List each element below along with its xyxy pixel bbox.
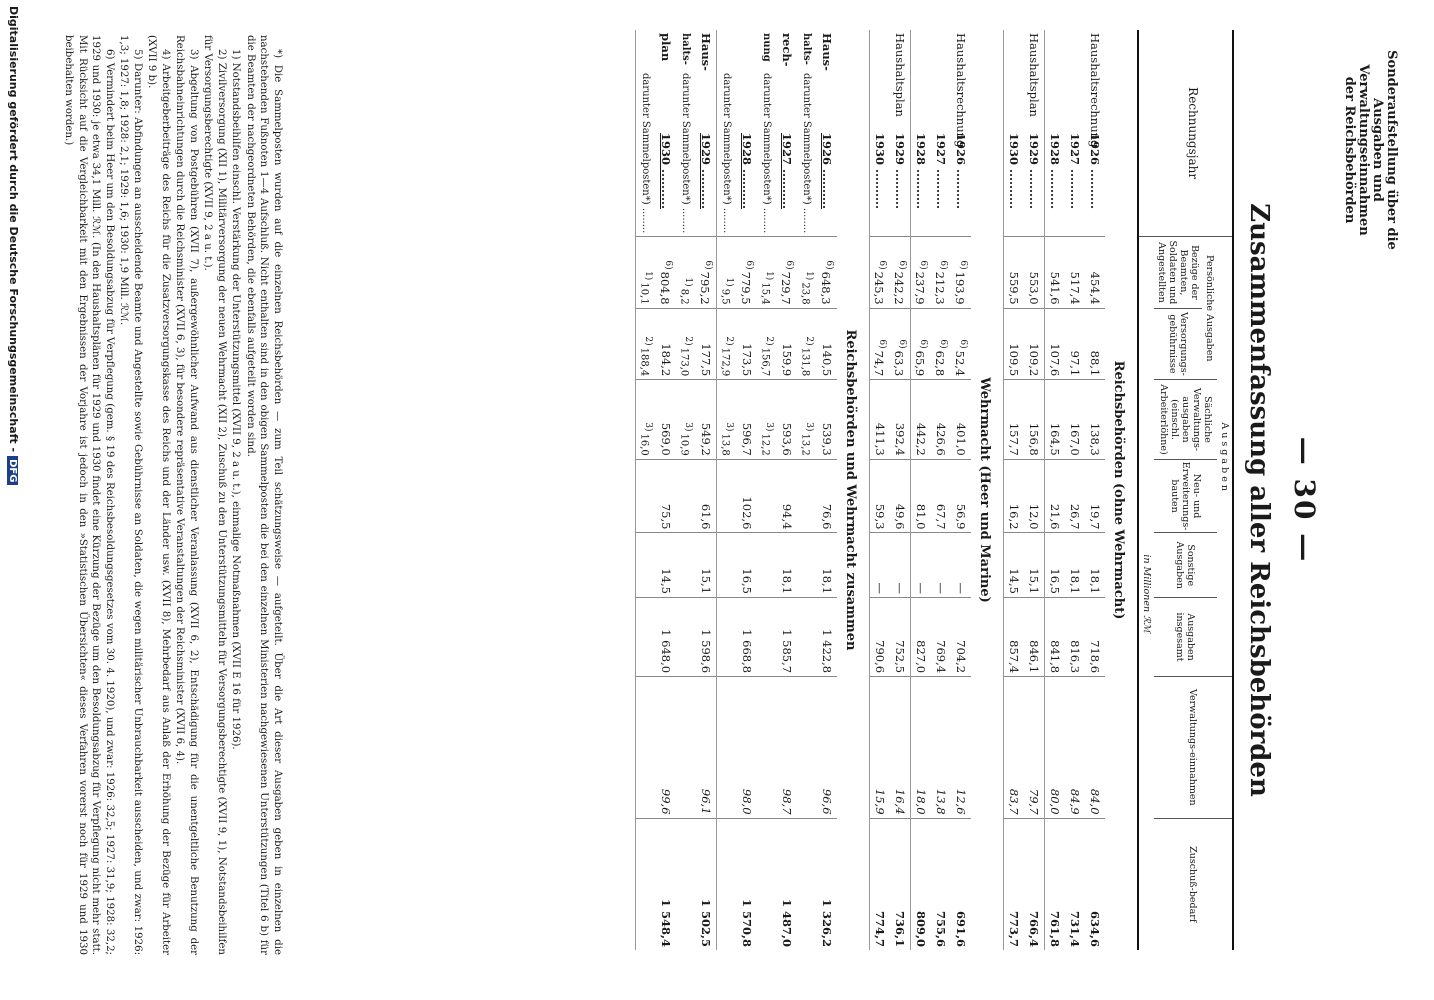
cell-versorgung: 2)173,0: [676, 308, 696, 380]
cell-insgesamt: [757, 598, 777, 677]
cell-insgesamt: [717, 598, 738, 677]
digitization-credit: Digitalisierung gefördert durch die Deutsche Forschungsgemeinschaft -DFG: [7, 0, 20, 1000]
footnote-marker: 1): [804, 271, 815, 281]
cell-bezuege: $^{6)}$804,8: [656, 237, 676, 308]
footnote-marker: 6): [784, 260, 795, 270]
col-header-zuschussbedarf: Zuschuß-bedarf: [1154, 818, 1233, 950]
cell-sonstige: 18,1: [817, 533, 837, 598]
cell-bauten: 49,6: [890, 459, 911, 533]
cell-versorgung: $^{6)}$65,9: [911, 308, 932, 380]
cell-zuschuss: 773,7: [1004, 818, 1025, 950]
cell-insgesamt: 1 648,0: [656, 598, 676, 677]
row-label: 1928 ..........: [911, 30, 932, 237]
table-row: [1045, 30, 1066, 950]
table-row: [1065, 30, 1085, 950]
cell-insgesamt: [676, 598, 696, 677]
cell-zuschuss: 1 502,5: [696, 818, 717, 950]
cell-versorgung: 159,9: [777, 308, 797, 380]
cell-einnahmen: [676, 677, 696, 818]
cell-versorgung: 173,5: [737, 308, 757, 380]
cell-insgesamt: 1 422,8: [817, 598, 837, 677]
footnote-marker: 6): [877, 339, 888, 349]
col-header-bauten: Neu- und Erweiterungs-bauten: [1154, 459, 1217, 533]
footnote-marker: 1): [764, 271, 775, 281]
table-row: [777, 30, 797, 950]
footnote: 3) Abgeltung von Postgebühren (XVII 7), außergewöhnlicher Aufwand aus dienstlicher Veranlassung (XVII 6, 2), Entschädigung für die unentgeltliche Benutzung der Reichsbahneinrichtungen durch die Reichsminister (XVII 6, 3), für besondere repräsentative Veranstaltungen der Reichsminister (XVII 6, 4).: [174, 35, 199, 955]
cell-einnahmen: 84,0: [1085, 677, 1105, 818]
page-title: Zusammenfassung aller Reichsbehörden: [1244, 203, 1274, 797]
cell-saechlich: 426,6: [931, 380, 951, 460]
cell-insgesamt: 1 668,8: [737, 598, 757, 677]
footnote-marker: 3): [804, 422, 815, 432]
cell-einnahmen: 15,9: [870, 677, 891, 818]
table-row: [931, 30, 951, 950]
cell-insgesamt: 718,6: [1085, 598, 1105, 677]
cell-sonstige: 18,1: [1085, 533, 1105, 598]
footnote-marker: 6): [824, 260, 835, 270]
footnote: 6) Vermindert beim Heer um den Besoldungsabzug für Verpflegung (gem. § 19 des Reichsbesoldungsgesetzes vom 30. 4. 1920), und zwar: 1926: 32,5; 1927: 31,9; 1928: 32,2; 1929 und 1930: je etwa 34,1 Mill. ℛℳ. (In den Haushaltsplänen für 1929 und 1930 findet eine Kürzung der Bezüge um den Besoldungsabzug für Verpflegung nicht mehr statt. Mit Rücksicht auf die Vergleichbarkeit mit den Ergebnissen der Vorjahre ist jedoch in den »Statistischen Übersichten« dieses Verfahren vorerst noch für 1929 und 1930 beibehalten worden.): [63, 35, 115, 955]
cell-bauten: [636, 459, 657, 533]
cell-bauten: 94,4: [777, 459, 797, 533]
cell-bezuege: 1)9,5: [717, 237, 738, 308]
cell-versorgung: 2)131,8: [797, 308, 817, 380]
cell-bauten: 56,9: [951, 459, 971, 533]
row-label: Haushaltsplan1929 ..........: [893, 33, 907, 210]
row-label: Haushaltsrechnung1926 ..........: [1088, 33, 1102, 210]
cell-sonstige: [797, 533, 817, 598]
row-label: halts-darunter Sammelposten*) ........: [801, 33, 813, 234]
cell-bauten: [676, 459, 696, 533]
cell-insgesamt: 846,1: [1024, 598, 1045, 677]
cell-saechlich: 3)16,0: [636, 380, 657, 460]
cell-insgesamt: 790,6: [870, 598, 891, 677]
cell-einnahmen: 98,0: [737, 677, 757, 818]
cell-sonstige: —: [890, 533, 911, 598]
cell-einnahmen: [757, 677, 777, 818]
cell-versorgung: $^{6)}$63,3: [890, 308, 911, 380]
row-label: 1927 ..........: [934, 133, 948, 210]
cell-zuschuss: 755,6: [931, 818, 951, 950]
cell-sonstige: [636, 533, 657, 598]
cell-einnahmen: 83,7: [1004, 677, 1025, 818]
col-header-verwaltungseinnahmen: Verwaltungs-einnahmen: [1154, 677, 1233, 818]
cell-versorgung: 140,5: [817, 308, 837, 380]
cell-saechlich: 156,8: [1024, 380, 1045, 460]
cell-einnahmen: 99,6: [656, 677, 676, 818]
footnote-marker: 3): [764, 422, 775, 432]
row-label: Haushaltsrechnung1926 ..........: [954, 33, 968, 210]
cell-bauten: 59,3: [870, 459, 891, 533]
cell-saechlich: 596,7: [737, 380, 757, 460]
footnote-marker: 6): [918, 260, 929, 270]
cell-einnahmen: 80,0: [1045, 677, 1066, 818]
footnote-marker: 2): [764, 336, 775, 346]
footnote-marker: 3): [724, 422, 735, 432]
cell-saechlich: 401,0: [951, 380, 971, 460]
cell-versorgung: 184,2: [656, 308, 676, 380]
row-label: plan1930 ..........: [659, 33, 673, 210]
cell-versorgung: 2)156,7: [757, 308, 777, 380]
table-row: [737, 30, 757, 950]
cell-saechlich: 3)10,9: [676, 380, 696, 460]
cell-zuschuss: [757, 818, 777, 950]
footnote-marker: 3): [683, 422, 694, 432]
cell-bauten: [717, 459, 738, 533]
section-title: Reichsbehörden und Wehrmacht zusammen: [837, 30, 870, 950]
row-label: 1927 ..........: [1068, 133, 1082, 210]
footnote-marker: 6): [744, 260, 755, 270]
cell-bezuege: 553,0: [1024, 237, 1045, 308]
cell-sonstige: 16,5: [1045, 533, 1066, 598]
row-label: darunter Sammelposten*) ........: [717, 30, 738, 237]
footnote: 1) Notstandsbeihilfen einschl. Verstärkung der Unterstützungsmittel (XVII 9, 2 a u. t.), einmalige Notmaßnahmen (XVII E 16 für 1926).: [230, 49, 242, 750]
cell-versorgung: 2)172,9: [717, 308, 738, 380]
cell-bauten: 76,6: [817, 459, 837, 533]
cell-einnahmen: 16,4: [890, 677, 911, 818]
cell-versorgung: 97,1: [1065, 308, 1085, 380]
left-caption: Sonderaufstellung über die Ausgaben und Verwaltungseinnahmen der Reichsbehörden: [1342, 50, 1399, 250]
cell-saechlich: 593,6: [777, 380, 797, 460]
table-row: [636, 30, 657, 950]
cell-versorgung: 177,5: [696, 308, 717, 380]
cell-bauten: [797, 459, 817, 533]
cell-versorgung: $^{6)}$74,7: [870, 308, 891, 380]
cell-insgesamt: 752,5: [890, 598, 911, 677]
row-label: Haus-1929 ..........: [699, 33, 713, 210]
cell-insgesamt: [636, 598, 657, 677]
footnote: 2) Zivilversorgung (XII 1), Militärversorgung der neuen Wehrmacht (XII 2), Zuschuß zu den Unterstützungsmitteln für Versorgungsberechtigte (XVII 9, 1), Notstandsbeihilfen für Versorgungsberechtigte (XVII 9, 2 a u. t.).: [202, 35, 227, 955]
footnote-marker: 6): [703, 260, 714, 270]
cell-bezuege: 517,4: [1065, 237, 1085, 308]
cell-bauten: 75,5: [656, 459, 676, 533]
footnote-marker: 6): [918, 339, 929, 349]
footnote-marker: 6): [897, 339, 908, 349]
footnote-marker: 1): [643, 271, 654, 281]
cell-bezuege: $^{6)}$779,5: [737, 237, 757, 308]
table-row: [1085, 30, 1105, 950]
table-row: [676, 30, 696, 950]
cell-sonstige: [717, 533, 738, 598]
cell-insgesamt: 841,8: [1045, 598, 1066, 677]
cell-sonstige: 14,5: [1004, 533, 1025, 598]
row-label: rech-1927 ..........: [780, 33, 794, 210]
cell-sonstige: [757, 533, 777, 598]
cell-versorgung: 109,2: [1024, 308, 1045, 380]
cell-zuschuss: [797, 818, 817, 950]
cell-insgesamt: 704,2: [951, 598, 971, 677]
cell-einnahmen: 13,8: [931, 677, 951, 818]
cell-sonstige: 15,1: [696, 533, 717, 598]
page-number: — 30 —: [1288, 436, 1321, 564]
cell-bezuege: 454,4: [1085, 237, 1105, 308]
cell-insgesamt: 1 585,7: [777, 598, 797, 677]
row-label: 1928 ..........: [740, 133, 754, 210]
cell-zuschuss: 1 326,2: [817, 818, 837, 950]
footnote-marker: 3): [643, 422, 654, 432]
cell-bauten: 81,0: [911, 459, 932, 533]
cell-sonstige: 14,5: [656, 533, 676, 598]
cell-zuschuss: 1 548,4: [656, 818, 676, 950]
cell-einnahmen: 98,7: [777, 677, 797, 818]
cell-saechlich: 167,0: [1065, 380, 1085, 460]
row-label: 1930 ..........: [1004, 30, 1025, 237]
footnote-marker: 2): [683, 336, 694, 346]
cell-bezuege: $^{6)}$648,3: [817, 237, 837, 308]
cell-zuschuss: 809,0: [911, 818, 932, 950]
cell-saechlich: 3)13,8: [717, 380, 738, 460]
cell-sonstige: —: [931, 533, 951, 598]
cell-saechlich: 392,4: [890, 380, 911, 460]
cell-insgesamt: 827,0: [911, 598, 932, 677]
cell-insgesamt: 1 598,6: [696, 598, 717, 677]
table-row: [757, 30, 777, 950]
cell-versorgung: $^{6)}$52,4: [951, 308, 971, 380]
cell-saechlich: 442,2: [911, 380, 932, 460]
cell-zuschuss: 736,1: [890, 818, 911, 950]
cell-bauten: 67,7: [931, 459, 951, 533]
cell-zuschuss: 634,6: [1085, 818, 1105, 950]
cell-bezuege: $^{6)}$795,2: [696, 237, 717, 308]
footnote-marker: 2): [643, 336, 654, 346]
cell-einnahmen: 79,7: [1024, 677, 1045, 818]
cell-sonstige: [676, 533, 696, 598]
cell-insgesamt: 857,4: [1004, 598, 1025, 677]
section-title: Wehrmacht (Heer und Marine): [971, 30, 1004, 950]
cell-saechlich: 549,2: [696, 380, 717, 460]
table-row: [911, 30, 932, 950]
col-header-versorgung: Versorgungs-gebührnisse: [1154, 308, 1202, 380]
table-row: [890, 30, 911, 950]
cell-bauten: 102,6: [737, 459, 757, 533]
table-row: [817, 30, 837, 950]
cell-versorgung: 109,5: [1004, 308, 1025, 380]
row-label: halts-darunter Sammelposten*) ........: [680, 33, 692, 234]
cell-bezuege: 1)15,4: [757, 237, 777, 308]
footnote: 4) Arbeitgeberbeiträge des Reichs für die Zusatzversorgungskasse des Reichs und der Länder usw. (XVII 8), Mehrbedarf aus Anlaß der Erhöhung der Bezüge für Arbeiter (XVII 9 b).: [146, 35, 171, 955]
cell-bezuege: $^{6)}$242,2: [890, 237, 911, 308]
section-title: Reichsbehörden (ohne Wehrmacht): [1105, 30, 1138, 950]
footnote-marker: 1): [683, 277, 694, 287]
row-label: 1930 ..........: [870, 30, 891, 237]
cell-bezuege: 559,5: [1004, 237, 1025, 308]
footnote-marker: 6): [938, 260, 949, 270]
cell-sonstige: 18,1: [1065, 533, 1085, 598]
cell-saechlich: 539,3: [817, 380, 837, 460]
cell-versorgung: 107,6: [1045, 308, 1066, 380]
footnotes: [61, 35, 284, 955]
cell-einnahmen: 96,6: [817, 677, 837, 818]
footnote-marker: 6): [897, 260, 908, 270]
row-label: 1928 ..........: [1045, 30, 1066, 237]
col-header-sonstige: Sonstige Ausgaben: [1154, 533, 1217, 598]
col-group-persoenlich: Persönliche Ausgaben: [1202, 237, 1217, 380]
row-label: Haushaltsplan1929 ..........: [1027, 33, 1041, 210]
cell-einnahmen: [797, 677, 817, 818]
cell-sonstige: 18,1: [777, 533, 797, 598]
table-row: [696, 30, 717, 950]
cell-einnahmen: 96,1: [696, 677, 717, 818]
cell-insgesamt: 769,4: [931, 598, 951, 677]
footnote: *) Die Sammelposten wurden auf die einzelnen Reichsbehörden — zum Teil schätzungsweise — aufgeteilt. Über die Art dieser Ausgaben geben in einzelnen die nachstehenden Fußnoten 1—4 Aufschluß. Nicht enthalten sind in den obigen Sammelposten die bei den einzelnen Ministerien nachgewiesenen Unterstützungen (Titel 6 b) für die Beamten der nachgeordneten Behörden, die ebenfalls aufgeteilt worden sind.: [245, 35, 283, 955]
cell-einnahmen: [717, 677, 738, 818]
cell-bauten: 26,7: [1065, 459, 1085, 533]
cell-saechlich: 138,3: [1085, 380, 1105, 460]
cell-bezuege: $^{6)}$237,9: [911, 237, 932, 308]
table-body: [636, 30, 1139, 950]
footnote-marker: 2): [804, 336, 815, 346]
cell-bauten: 19,7: [1085, 459, 1105, 533]
table-row: [870, 30, 891, 950]
section-heading-row: [1105, 30, 1138, 950]
cell-versorgung: 88,1: [1085, 308, 1105, 380]
section-heading-row: [837, 30, 870, 950]
cell-zuschuss: [676, 818, 696, 950]
dfg-logo: DFG: [7, 456, 18, 485]
cell-zuschuss: 761,8: [1045, 818, 1066, 950]
cell-einnahmen: 12,6: [951, 677, 971, 818]
footnote: 5) Darunter: Abfindungen an ausscheidende Beamte und Angestellte sowie Gebührnisse an Soldaten, die wegen militärischer Unbrauchbarkeit ausscheiden, und zwar: 1926: 1,3; 1927: 1,8; 1928: 2,1; 1929: 1,6; 1930: 1,9 Mill. ℛℳ.: [118, 35, 143, 955]
cell-zuschuss: 1 487,0: [777, 818, 797, 950]
cell-bezuege: $^{6)}$212,3: [931, 237, 951, 308]
table-row: [1024, 30, 1045, 950]
cell-sonstige: 16,5: [737, 533, 757, 598]
footnote-marker: 6): [938, 339, 949, 349]
table-row: [1004, 30, 1025, 950]
cell-einnahmen: 84,9: [1065, 677, 1085, 818]
cell-sonstige: —: [870, 533, 891, 598]
section-heading-row: [971, 30, 1004, 950]
table-row: [797, 30, 817, 950]
table-row: [656, 30, 676, 950]
cell-insgesamt: 816,3: [1065, 598, 1085, 677]
footnote-marker: 6): [958, 339, 969, 349]
footnote-marker: 6): [877, 260, 888, 270]
unit-label: in Millionen ℛℳ: [1138, 237, 1154, 950]
cell-sonstige: —: [911, 533, 932, 598]
cell-zuschuss: [717, 818, 738, 950]
cell-bauten: 21,6: [1045, 459, 1066, 533]
cell-saechlich: 569,0: [656, 380, 676, 460]
cell-bauten: 61,6: [696, 459, 717, 533]
cell-einnahmen: [636, 677, 657, 818]
cell-saechlich: 411,3: [870, 380, 891, 460]
cell-bezuege: $^{6)}$245,3: [870, 237, 891, 308]
table-row: [717, 30, 738, 950]
cell-zuschuss: 774,7: [870, 818, 891, 950]
col-header-year: Rechnungsjahr: [1154, 30, 1233, 237]
cell-saechlich: 3)12,2: [757, 380, 777, 460]
col-group-ausgaben: A u s g a b e n: [1217, 237, 1233, 677]
col-header-saechlich: Sächliche Verwaltungs-ausgaben (einschl. Arbeiterlöhne): [1154, 380, 1217, 460]
summary-table: [635, 30, 1234, 950]
cell-versorgung: $^{6)}$62,8: [931, 308, 951, 380]
cell-insgesamt: [797, 598, 817, 677]
cell-bauten: 12,0: [1024, 459, 1045, 533]
col-header-insgesamt: Ausgaben insgesamt: [1154, 598, 1217, 677]
cell-einnahmen: 18,0: [911, 677, 932, 818]
cell-saechlich: 164,5: [1045, 380, 1066, 460]
cell-saechlich: 157,7: [1004, 380, 1025, 460]
table-row: [951, 30, 971, 950]
cell-zuschuss: 731,4: [1065, 818, 1085, 950]
cell-sonstige: 15,1: [1024, 533, 1045, 598]
cell-bezuege: 1)8,2: [676, 237, 696, 308]
cell-bauten: [757, 459, 777, 533]
cell-bezuege: $^{6)}$193,9: [951, 237, 971, 308]
cell-versorgung: 2)188,4: [636, 308, 657, 380]
cell-saechlich: 3)13,2: [797, 380, 817, 460]
cell-zuschuss: 691,6: [951, 818, 971, 950]
footnote-marker: 1): [724, 277, 735, 287]
cell-bauten: 16,2: [1004, 459, 1025, 533]
row-label: nungdarunter Sammelposten*) ........: [761, 33, 773, 234]
row-label: Haus-1926 ..........: [820, 33, 834, 210]
cell-bezuege: 1)23,8: [797, 237, 817, 308]
cell-bezuege: 1)10,1: [636, 237, 657, 308]
col-header-bezuege: Bezüge der Beamten, Soldaten und Angestellten: [1154, 237, 1202, 308]
cell-sonstige: —: [951, 533, 971, 598]
cell-zuschuss: 766,4: [1024, 818, 1045, 950]
footnote-marker: 2): [724, 336, 735, 346]
row-label: darunter Sammelposten*) ........: [636, 30, 657, 237]
cell-zuschuss: 1 570,8: [737, 818, 757, 950]
cell-zuschuss: [636, 818, 657, 950]
footnote-marker: 6): [663, 260, 674, 270]
cell-bezuege: $^{6)}$729,7: [777, 237, 797, 308]
footnote-marker: 6): [958, 260, 969, 270]
cell-bezuege: 541,6: [1045, 237, 1066, 308]
